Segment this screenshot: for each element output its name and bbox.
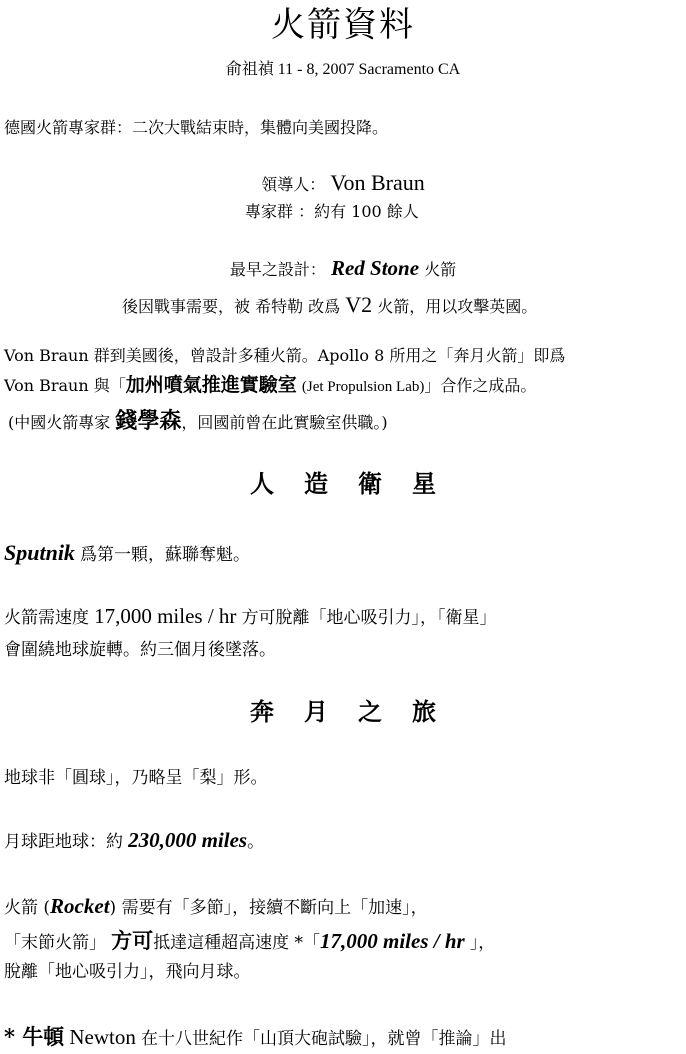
last-stage-speed: 17,000 miles / hr <box>320 929 465 953</box>
sputnik-rest: 爲第一顆，蘇聯奪魁。 <box>80 545 251 565</box>
first-design-line <box>0 258 686 279</box>
rocket-start: 火箭 ( <box>4 898 51 918</box>
apollo-line-3-start: (中國火箭專家 <box>8 413 111 432</box>
last-stage-mid: 抵達這種超高速度 *「 <box>153 933 320 953</box>
design-name: Red Stone <box>330 256 420 280</box>
speed-start: 火箭需速度 <box>4 608 89 628</box>
v2-before: 後因戰事需要，被 希特勒 改爲 <box>122 297 341 316</box>
last-stage-end: 」， <box>469 933 496 953</box>
moon-heading-text: 奔月之旅 <box>250 697 466 726</box>
jpl-chinese-name: 加州噴氣推進實驗室 <box>125 374 297 396</box>
earth-shape-line: 地球非「圓球」，乃略呈「梨」形。 <box>4 768 268 788</box>
speed-line <box>4 606 497 627</box>
sputnik-name: Sputnik <box>4 540 75 565</box>
apollo-line-2-end: 」合作之成品。 <box>424 376 537 395</box>
german-team-intro: 德國火箭專家群：二次大戰結束時，集體向美國投降。 <box>4 118 389 137</box>
orbit-line: 會圍繞地球旋轉。約三個月後墜落。 <box>4 640 276 660</box>
distance-line <box>4 830 264 851</box>
apollo-line-3-end: ，回國前曾在此實驗室供職。) <box>181 413 388 432</box>
author-byline: 俞祖禎 11 - 8, 2007 Sacramento CA <box>225 61 461 78</box>
distance-value: 230,000 miles <box>128 828 248 852</box>
document-title: 火箭資料 <box>271 5 415 45</box>
rocket-stages-line <box>4 896 428 917</box>
moon-heading <box>0 697 686 726</box>
newton-line <box>4 1026 506 1048</box>
newton-chinese: * 牛頓 <box>4 1024 65 1049</box>
last-stage-line <box>4 930 495 952</box>
sputnik-line <box>4 542 250 564</box>
leader-name: Von Braun <box>330 170 425 195</box>
v2-line <box>122 294 537 316</box>
satellite-heading-text: 人造衛星 <box>250 469 466 498</box>
apollo-line-2-start: Von Braun 與「 <box>4 376 126 395</box>
distance-start: 月球距地球：約 <box>4 832 123 852</box>
jpl-english-name: (Jet Propulsion Lab) <box>301 379 425 395</box>
last-stage-emphasis: 方可 <box>111 928 154 953</box>
design-label: 最早之設計： <box>229 260 326 279</box>
leader-label: 領導人： <box>261 175 326 194</box>
apollo-line-2 <box>4 376 536 395</box>
v2-after: 火箭，用以攻擊英國。 <box>377 297 538 316</box>
design-suffix: 火箭 <box>424 260 457 279</box>
expert-group-line: 專家群 ：約有 100 餘人 <box>245 202 419 221</box>
escape-gravity-line: 脫離「地心吸引力」，飛向月球。 <box>4 962 251 982</box>
speed-end: 方可脫離「地心吸引力」，「衛星」 <box>241 608 497 628</box>
rocket-end: ) 需要有「多節」，接續不斷向上「加速」， <box>109 898 428 918</box>
newton-rest: 在十八世紀作「山頂大砲試驗」，就曾「推論」出 <box>140 1029 507 1049</box>
newton-name: Newton <box>69 1025 136 1049</box>
last-stage-start: 「末節火箭」 <box>4 933 106 953</box>
v2-name: V2 <box>345 292 373 317</box>
apollo-line-3 <box>8 410 388 432</box>
apollo-line-1: Von Braun 群到美國後，曾設計多種火箭。Apollo 8 所用之「奔月火箭」即爲 <box>4 346 566 365</box>
satellite-heading <box>0 469 686 498</box>
rocket-word: Rocket <box>50 894 110 918</box>
distance-end: 。 <box>247 832 265 852</box>
leader-line <box>0 172 686 194</box>
qian-xuesen-name: 錢學森 <box>115 408 182 434</box>
escape-speed-value: 17,000 miles / hr <box>94 604 237 628</box>
